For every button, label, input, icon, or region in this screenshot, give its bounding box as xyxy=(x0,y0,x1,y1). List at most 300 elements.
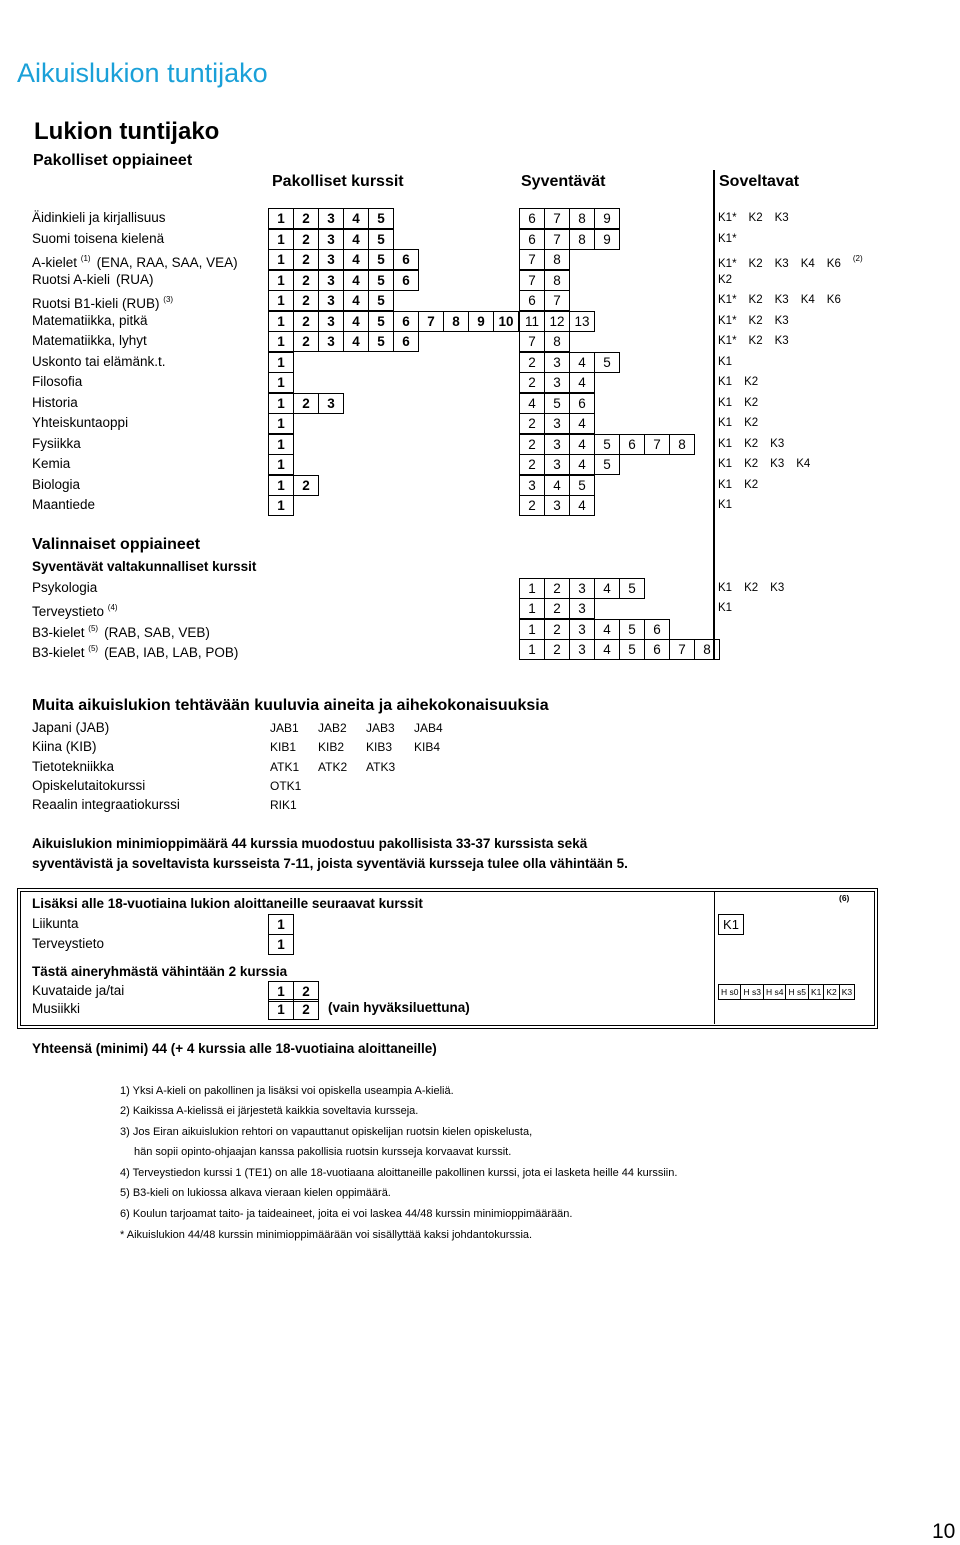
compulsory-course-row xyxy=(268,249,418,269)
subject-name: Ruotsi A-kieli xyxy=(32,271,111,287)
optional-course-cell: 1 xyxy=(519,639,545,660)
compulsory-course-cell: 4 xyxy=(343,249,369,270)
footnote: 4) Terveystiedon kurssi 1 (TE1) on alle 18-vuotiaana aloittaneille pakollinen kurssi, jota ei lasketa heille 44 kurssiin. xyxy=(120,1167,678,1179)
compulsory-course-cell: 1 xyxy=(268,290,294,311)
other-courses xyxy=(270,737,462,757)
compulsory-course-row xyxy=(268,495,293,515)
arts-applied-cell: K2 xyxy=(823,984,839,1000)
other-subject-label xyxy=(32,718,109,738)
other-course: KIB2 xyxy=(318,740,345,755)
column-header-applied: Soveltavat xyxy=(719,173,800,190)
subject-name: Fysiikka xyxy=(32,435,81,451)
optional-course-row xyxy=(519,598,594,618)
subject-label xyxy=(32,475,80,495)
applied-course: K3 xyxy=(774,212,789,224)
compulsory-course-row xyxy=(268,229,393,249)
section-optional: Valinnaiset oppiaineet xyxy=(32,536,201,553)
optional-subject-label xyxy=(32,639,238,659)
compulsory-course-row xyxy=(268,434,293,454)
compulsory-course-cell: 4 xyxy=(343,290,369,311)
under-18-heading: Lisäksi alle 18-vuotiaina lukion aloittaneille seuraavat kurssit xyxy=(32,896,423,911)
deepening-course-cell: 5 xyxy=(569,475,595,496)
applied-course: K1 xyxy=(718,355,733,368)
arts-applied-cell: K1 xyxy=(808,984,824,1000)
arts-subject-name: Kuvataide ja/tai xyxy=(32,983,125,998)
applied-courses xyxy=(718,598,744,618)
subject-footnote-ref: (1) xyxy=(80,254,91,263)
arts-course-row xyxy=(268,999,318,1019)
deepening-course-cell: 2 xyxy=(519,352,545,373)
deepening-course-row xyxy=(519,495,594,515)
deepening-course-row xyxy=(519,372,594,392)
arts-subheading: Tästä aineryhmästä vähintään 2 kurssia xyxy=(32,964,288,979)
compulsory-course-cell: 5 xyxy=(368,229,394,250)
compulsory-course-cell: 1 xyxy=(268,454,294,475)
applied-course: K1 xyxy=(718,582,733,594)
other-course: ATK1 xyxy=(270,759,300,774)
optional-subject-name: B3-kielet xyxy=(32,644,85,660)
deepening-course-cell: 7 xyxy=(519,331,545,352)
deepening-course-cell: 9 xyxy=(594,208,620,229)
footnote: hän sopii opinto-ohjaajan kanssa pakollisia ruotsin kursseja korvaavat kurssit. xyxy=(134,1146,512,1158)
compulsory-course-cell: 6 xyxy=(393,311,419,332)
deepening-course-row xyxy=(519,249,569,269)
deepening-course-cell: 4 xyxy=(544,475,570,496)
deepening-course-cell: 6 xyxy=(519,208,545,229)
compulsory-course-row xyxy=(268,454,293,474)
other-course: JAB1 xyxy=(270,721,299,735)
applied-course: K3 xyxy=(774,258,789,270)
column-header-compulsory: Pakolliset kurssit xyxy=(272,173,404,190)
footnote: 1) Yksi A-kieli on pakollinen ja lisäksi voi opiskella useampia A-kieliä. xyxy=(120,1085,454,1097)
optional-course-cell: 5 xyxy=(619,639,645,660)
compulsory-course-cell: 1 xyxy=(268,311,294,332)
deepening-course-cell: 8 xyxy=(669,434,695,455)
deepening-course-row xyxy=(519,331,569,351)
optional-course-cell: 6 xyxy=(644,639,670,660)
optional-course-cell: 3 xyxy=(569,639,595,660)
compulsory-course-row xyxy=(268,311,518,331)
deepening-course-cell: 8 xyxy=(544,249,570,270)
subject-name: Ruotsi B1-kieli (RUB) xyxy=(32,296,160,311)
compulsory-course-cell: 1 xyxy=(268,372,294,393)
applied-course: K2 xyxy=(748,335,763,347)
other-subject-name: Opiskelutaitokurssi xyxy=(32,777,146,793)
under-18-subject-name: Terveystieto xyxy=(32,935,105,951)
column-divider xyxy=(713,170,715,660)
applied-course: K1 xyxy=(718,417,733,429)
compulsory-course-cell: 1 xyxy=(268,413,294,434)
deepening-course-cell: 6 xyxy=(569,393,595,414)
deepening-course-cell: 2 xyxy=(519,434,545,455)
compulsory-course-cell: 2 xyxy=(293,270,319,291)
other-subject-label xyxy=(32,795,180,815)
subject-label xyxy=(32,495,95,515)
optional-course-row xyxy=(519,578,644,598)
subject-label xyxy=(32,454,70,474)
applied-course: K2 xyxy=(748,294,763,306)
optional-course-cell: 5 xyxy=(619,619,645,640)
deepening-course-cell: 11 xyxy=(519,311,545,332)
applied-courses xyxy=(718,352,744,372)
applied-footnote-ref: (2) xyxy=(852,254,863,263)
applied-course: K1* xyxy=(718,258,737,270)
applied-courses xyxy=(718,311,801,331)
deepening-course-cell: 2 xyxy=(519,413,545,434)
optional-subject-name: Psykologia xyxy=(32,580,98,595)
deepening-course-cell: 8 xyxy=(569,208,595,229)
deepening-course-cell: 3 xyxy=(544,372,570,393)
deepening-course-cell: 5 xyxy=(544,393,570,414)
arts-course-cell: 2 xyxy=(293,981,319,1002)
deepening-course-cell: 2 xyxy=(519,454,545,475)
arts-applied-cell: H s3 xyxy=(740,984,763,1000)
other-subject-label xyxy=(32,776,145,796)
applied-course: K1 xyxy=(718,499,733,511)
deepening-course-cell: 3 xyxy=(544,454,570,475)
arts-subject-name: Musiikki xyxy=(32,1001,81,1016)
other-course: KIB4 xyxy=(414,740,441,755)
optional-subject-name: Terveystieto xyxy=(32,604,105,620)
under-18-box-divider xyxy=(714,891,715,1024)
optional-subject-codes: (RAB, SAB, VEB) xyxy=(104,624,210,640)
deepening-course-cell: 3 xyxy=(544,495,570,516)
subject-name: Kemia xyxy=(32,456,71,471)
subject-label xyxy=(32,290,173,310)
applied-courses xyxy=(718,290,853,310)
other-subject-label xyxy=(32,737,97,757)
subject-label xyxy=(32,270,154,290)
deepening-course-cell: 6 xyxy=(519,290,545,311)
arts-course-cell: 2 xyxy=(293,999,319,1020)
arts-applied-cell: H s4 xyxy=(763,984,786,1000)
compulsory-course-cell: 1 xyxy=(268,475,294,496)
optional-subject-label xyxy=(32,598,118,618)
compulsory-course-cell: 5 xyxy=(368,270,394,291)
applied-course: K4 xyxy=(800,258,815,270)
deepening-course-cell: 7 xyxy=(519,270,545,291)
compulsory-course-cell: 1 xyxy=(268,331,294,352)
compulsory-course-cell: 3 xyxy=(318,229,344,250)
compulsory-course-row xyxy=(268,331,418,351)
optional-subject-footnote-ref: (5) xyxy=(88,643,99,653)
applied-course: K2 xyxy=(748,258,763,270)
compulsory-course-row xyxy=(268,393,343,413)
under-18-footnote-ref: (6) xyxy=(839,893,850,903)
compulsory-course-cell: 5 xyxy=(368,290,394,311)
compulsory-course-row xyxy=(268,270,418,290)
document-title: Lukion tuntijako xyxy=(34,118,220,145)
subject-label xyxy=(32,249,238,269)
compulsory-course-cell: 3 xyxy=(318,249,344,270)
deepening-course-cell: 5 xyxy=(594,352,620,373)
deepening-course-row xyxy=(519,352,619,372)
compulsory-course-cell: 3 xyxy=(318,393,344,414)
deepening-course-row xyxy=(519,434,694,454)
arts-note: (vain hyväksiluettuna) xyxy=(328,1000,470,1015)
applied-courses xyxy=(718,372,770,392)
footnote: * Aikuislukion 44/48 kurssin minimioppimäärään voi sisällyttää kaksi johdantokurssia. xyxy=(120,1229,533,1241)
deepening-course-cell: 8 xyxy=(569,229,595,250)
compulsory-course-cell: 5 xyxy=(368,331,394,352)
compulsory-course-cell: 3 xyxy=(318,290,344,311)
applied-courses xyxy=(718,331,801,351)
optional-subheading: Syventävät valtakunnalliset kurssit xyxy=(32,559,257,574)
subject-label xyxy=(32,208,166,228)
optional-course-cell: 2 xyxy=(544,639,570,660)
applied-course: K6 xyxy=(826,294,841,306)
subject-label xyxy=(32,331,147,351)
total-minimum: Yhteensä (minimi) 44 (+ 4 kurssia alle 18-vuotiaina aloittaneille) xyxy=(32,1041,437,1056)
minimum-requirement-text xyxy=(32,834,628,874)
other-course: JAB2 xyxy=(318,721,347,735)
compulsory-course-cell: 1 xyxy=(268,352,294,373)
other-courses xyxy=(270,757,414,777)
applied-courses xyxy=(718,413,770,433)
applied-course: K1 xyxy=(718,458,733,470)
subject-name: Yhteiskuntaoppi xyxy=(32,415,129,430)
applied-course: K4 xyxy=(800,294,815,306)
compulsory-course-cell: 5 xyxy=(368,208,394,229)
minimum-text-line-2: syventävistä ja soveltavista kursseista 7-11, joista syventäviä kursseja tulee olla vähintään 5. xyxy=(32,856,628,871)
under-18-course-cell: 1 xyxy=(268,934,294,955)
other-subject-label xyxy=(32,757,114,777)
deepening-course-row xyxy=(519,393,594,413)
other-courses xyxy=(270,776,318,796)
compulsory-course-cell: 4 xyxy=(343,270,369,291)
optional-subject-label xyxy=(32,578,97,598)
deepening-course-cell: 7 xyxy=(544,290,570,311)
optional-course-cell: 6 xyxy=(644,619,670,640)
other-course: RIK1 xyxy=(270,798,297,813)
optional-course-cell: 3 xyxy=(569,598,595,619)
page-number: 10 xyxy=(932,1520,956,1543)
applied-course: K2 xyxy=(744,417,759,429)
deepening-course-cell: 5 xyxy=(594,454,620,475)
subject-name: Maantiede xyxy=(32,497,96,512)
applied-course: K3 xyxy=(774,335,789,347)
other-course: JAB4 xyxy=(414,721,443,735)
deepening-course-cell: 4 xyxy=(519,393,545,414)
deepening-course-cell: 8 xyxy=(544,331,570,352)
arts-course-cell: 1 xyxy=(268,999,294,1020)
deepening-course-cell: 2 xyxy=(519,372,545,393)
arts-course-cell: 1 xyxy=(268,981,294,1002)
applied-course: K4 xyxy=(796,458,811,470)
compulsory-course-cell: 1 xyxy=(268,434,294,455)
subject-name: Historia xyxy=(32,394,78,410)
arts-subject-label xyxy=(32,999,80,1019)
applied-course: K1 xyxy=(718,478,733,491)
other-course: KIB1 xyxy=(270,740,297,755)
other-subject-name: Reaalin integraatiokurssi xyxy=(32,797,180,813)
applied-course: K2 xyxy=(744,458,759,470)
subject-name: Filosofia xyxy=(32,374,83,389)
deepening-course-cell: 3 xyxy=(519,475,545,496)
applied-course: K1* xyxy=(718,232,737,245)
subject-name: Biologia xyxy=(32,476,81,492)
other-course: ATK3 xyxy=(366,759,396,774)
deepening-course-row xyxy=(519,311,594,331)
optional-course-cell: 5 xyxy=(619,578,645,599)
applied-courses xyxy=(718,578,796,598)
subject-name: Matematiikka, pitkä xyxy=(32,312,148,328)
deepening-course-cell: 3 xyxy=(544,434,570,455)
compulsory-course-cell: 3 xyxy=(318,311,344,332)
minimum-text-line-1: Aikuislukion minimioppimäärä 44 kurssia muodostuu pakollisista 33-37 kurssista sekä xyxy=(32,836,588,851)
other-course: JAB3 xyxy=(366,721,395,735)
deepening-course-cell: 4 xyxy=(569,413,595,434)
subject-name: Äidinkieli ja kirjallisuus xyxy=(32,210,166,225)
under-18-course-cell: 1 xyxy=(268,914,294,935)
optional-course-cell: 3 xyxy=(569,619,595,640)
arts-applied-cell: H s0 xyxy=(718,984,741,1000)
under-18-course-row xyxy=(268,934,293,954)
footnote: 3) Jos Eiran aikuislukion rehtori on vapauttanut opiskelijan ruotsin kielen opiskelusta, xyxy=(120,1126,533,1138)
subject-label xyxy=(32,229,164,249)
deepening-course-cell: 6 xyxy=(619,434,645,455)
compulsory-course-row xyxy=(268,352,293,372)
compulsory-course-cell: 2 xyxy=(293,290,319,311)
under-18-applied-k1: K1 xyxy=(718,914,744,935)
compulsory-course-cell: 2 xyxy=(293,208,319,229)
compulsory-course-cell: 4 xyxy=(343,229,369,250)
optional-course-cell: 3 xyxy=(569,578,595,599)
subject-name: Suomi toisena kielenä xyxy=(32,230,165,246)
compulsory-course-cell: 3 xyxy=(318,331,344,352)
deepening-course-cell: 7 xyxy=(644,434,670,455)
applied-courses xyxy=(718,434,796,454)
applied-course: K3 xyxy=(770,458,785,470)
under-18-course-row xyxy=(268,914,293,934)
applied-course: K1 xyxy=(718,396,733,409)
optional-course-row xyxy=(519,619,669,639)
optional-subject-name: B3-kielet xyxy=(32,624,85,640)
deepening-course-cell: 7 xyxy=(544,208,570,229)
under-18-subject-label xyxy=(32,914,79,934)
compulsory-course-cell: 1 xyxy=(268,393,294,414)
applied-course: K2 xyxy=(748,212,763,224)
deepening-course-cell: 9 xyxy=(594,229,620,250)
arts-applied-cell: K3 xyxy=(839,984,855,1000)
compulsory-course-cell: 1 xyxy=(268,208,294,229)
subject-label xyxy=(32,413,128,433)
deepening-course-row xyxy=(519,208,619,228)
applied-course: K2 xyxy=(748,314,763,327)
compulsory-course-cell: 8 xyxy=(443,311,469,332)
subject-label xyxy=(32,311,148,331)
deepening-course-cell: 4 xyxy=(569,352,595,373)
deepening-course-row xyxy=(519,475,594,495)
deepening-course-row xyxy=(519,290,569,310)
compulsory-course-cell: 9 xyxy=(468,311,494,332)
footnote: 2) Kaikissa A-kielissä ei järjestetä kaikkia soveltavia kursseja. xyxy=(120,1105,419,1117)
deepening-course-cell: 5 xyxy=(594,434,620,455)
applied-course: K2 xyxy=(744,582,759,594)
deepening-course-cell: 3 xyxy=(544,352,570,373)
compulsory-course-row xyxy=(268,208,393,228)
footnote: 5) B3-kieli on lukiossa alkava vieraan kielen oppimäärä. xyxy=(120,1187,391,1199)
applied-course: K1* xyxy=(718,294,737,306)
optional-subject-label xyxy=(32,619,210,639)
applied-courses xyxy=(718,475,770,495)
applied-courses xyxy=(718,270,744,290)
applied-course: K2 xyxy=(744,376,759,388)
arts-course-row xyxy=(268,981,318,1001)
compulsory-course-cell: 10 xyxy=(493,311,519,332)
applied-course: K1* xyxy=(718,314,737,327)
compulsory-course-cell: 6 xyxy=(393,331,419,352)
section-other: Muita aikuislukion tehtävään kuuluvia aineita ja aihekokonaisuuksia xyxy=(32,697,549,714)
deepening-course-cell: 6 xyxy=(519,229,545,250)
optional-course-cell: 7 xyxy=(669,639,695,660)
deepening-course-cell: 4 xyxy=(569,434,595,455)
subject-name: A-kielet xyxy=(32,255,78,270)
applied-course: K2 xyxy=(744,437,759,450)
deepening-course-cell: 7 xyxy=(544,229,570,250)
compulsory-course-cell: 5 xyxy=(368,311,394,332)
compulsory-course-cell: 1 xyxy=(268,495,294,516)
section-compulsory: Pakolliset oppiaineet xyxy=(33,152,193,169)
deepening-course-cell: 12 xyxy=(544,311,570,332)
subject-name: Matematiikka, lyhyt xyxy=(32,333,147,348)
deepening-course-row xyxy=(519,413,594,433)
compulsory-course-cell: 2 xyxy=(293,475,319,496)
applied-course: K2 xyxy=(744,396,759,409)
optional-course-cell: 4 xyxy=(594,639,620,660)
compulsory-course-cell: 1 xyxy=(268,229,294,250)
other-courses xyxy=(270,795,318,815)
optional-course-row xyxy=(519,639,719,659)
applied-course: K6 xyxy=(826,258,841,270)
under-18-subject-label xyxy=(32,934,104,954)
compulsory-course-cell: 4 xyxy=(343,311,369,332)
compulsory-course-cell: 5 xyxy=(368,249,394,270)
other-subject-name: Kiina (KIB) xyxy=(32,739,97,755)
other-subject-name: Japani (JAB) xyxy=(32,720,110,735)
optional-subject-footnote-ref: (5) xyxy=(88,623,99,633)
compulsory-course-row xyxy=(268,413,293,433)
compulsory-course-cell: 2 xyxy=(293,229,319,250)
subject-codes: (RUA) xyxy=(116,271,154,287)
other-courses xyxy=(270,718,462,738)
applied-courses xyxy=(718,229,749,249)
compulsory-course-row xyxy=(268,290,393,310)
deepening-course-cell: 8 xyxy=(544,270,570,291)
compulsory-course-cell: 6 xyxy=(393,249,419,270)
deepening-course-row xyxy=(519,454,619,474)
arts-applied-row xyxy=(718,984,854,1000)
compulsory-course-row xyxy=(268,372,293,392)
applied-course: K3 xyxy=(770,582,785,594)
applied-course: K3 xyxy=(774,294,789,306)
applied-courses xyxy=(718,495,744,515)
other-course: KIB3 xyxy=(366,740,393,755)
subject-label xyxy=(32,352,166,372)
optional-course-cell: 2 xyxy=(544,598,570,619)
subject-footnote-ref: (3) xyxy=(163,295,174,304)
compulsory-course-cell: 2 xyxy=(293,311,319,332)
optional-course-cell: 2 xyxy=(544,578,570,599)
subject-name: Uskonto tai elämänk.t. xyxy=(32,353,166,369)
other-subject-name: Tietotekniikka xyxy=(32,758,115,774)
compulsory-course-cell: 2 xyxy=(293,393,319,414)
applied-course: K1 xyxy=(718,602,733,615)
optional-subject-codes: (EAB, IAB, LAB, POB) xyxy=(104,644,239,660)
page-title: Aikuislukion tuntijako xyxy=(17,58,268,88)
deepening-course-row xyxy=(519,229,619,249)
column-header-deepening: Syventävät xyxy=(521,173,606,190)
